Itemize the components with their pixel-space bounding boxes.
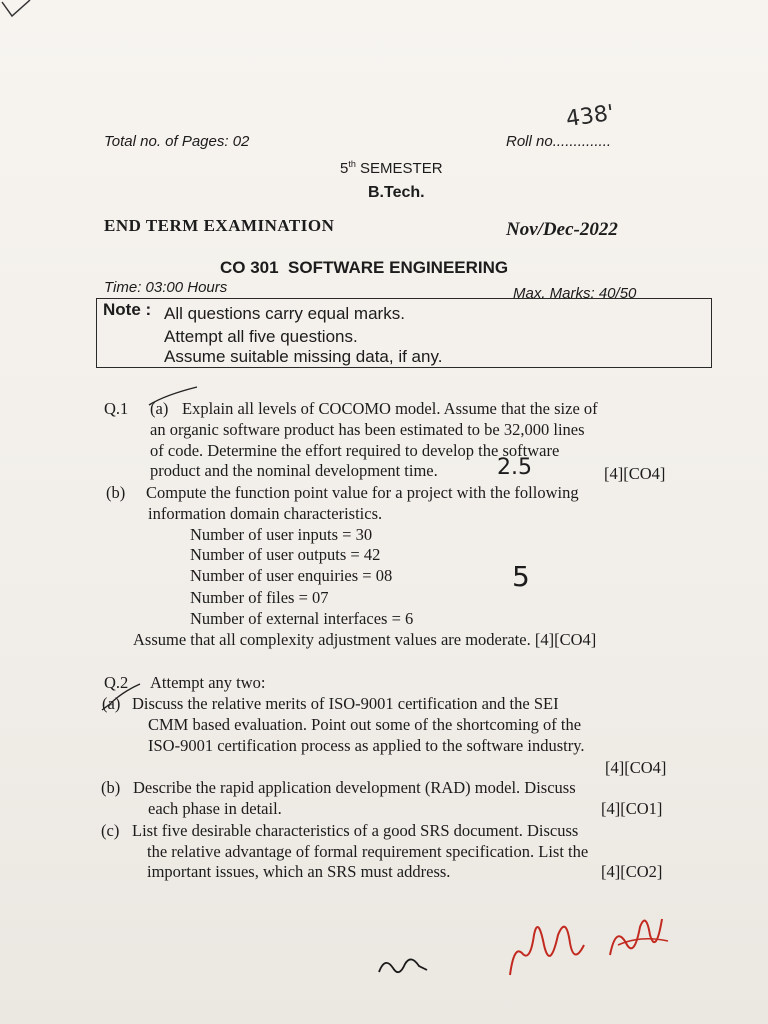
question-text-line: the relative advantage of formal requirement specification. List the — [147, 842, 589, 861]
marks-co: [4][CO1] — [601, 799, 663, 818]
exam-session: Nov/Dec-2022 — [506, 219, 618, 240]
question-text-line: an organic software product has been estimated to be 32,000 lines — [150, 420, 585, 439]
exam-title: END TERM EXAMINATION — [104, 216, 335, 235]
course-title: CO 301 SOFTWARE ENGINEERING — [220, 258, 509, 277]
degree: B.Tech. — [368, 184, 425, 201]
part-label: (b) — [101, 778, 121, 797]
red-signature — [500, 905, 680, 995]
question-text-line: ISO-9001 certification process as applied to the software industry. — [148, 736, 585, 755]
note-line: All questions carry equal marks. — [164, 304, 405, 323]
data-item: Number of files = 07 — [190, 588, 329, 607]
data-item: Number of external interfaces = 6 — [190, 609, 414, 628]
note-line: Attempt all five questions. — [164, 327, 358, 346]
question-text-line: CMM based evaluation. Point out some of the shortcoming of the — [148, 715, 582, 734]
part-label: (a) — [102, 694, 121, 713]
roll-number-label: Roll no.............. — [506, 133, 612, 150]
question-text-line: Discuss the relative merits of ISO-9001 certification and the SEI — [132, 694, 559, 713]
marks-co: [4][CO2] — [601, 862, 663, 881]
marks-co: [4][CO4] — [604, 464, 666, 483]
question-text-line: Compute the function point value for a project with the following — [146, 483, 579, 502]
handwritten-score: 2.5 — [497, 455, 532, 480]
exam-time: Time: 03:00 Hours — [104, 279, 228, 296]
question-text-line: of code. Determine the effort required to develop the software — [150, 441, 560, 460]
max-marks: Max. Marks: 40/50 — [513, 285, 637, 302]
data-item: Number of user outputs = 42 — [190, 545, 381, 564]
marks-co: [4][CO4] — [605, 758, 667, 777]
question-text-line: product and the nominal development time. — [150, 461, 438, 480]
question-number: Q.1 — [104, 399, 129, 418]
question-text-line: important issues, which an SRS must address. — [147, 862, 451, 881]
note-line: Assume suitable missing data, if any. — [164, 347, 443, 366]
total-pages: Total no. of Pages: 02 — [104, 133, 250, 150]
question-text-line: each phase in detail. — [148, 799, 282, 818]
note-label: Note : — [103, 300, 152, 319]
corner-tick-mark — [0, 0, 40, 30]
data-item: Number of user inputs = 30 — [190, 525, 373, 544]
part-label: (b) — [106, 483, 126, 502]
signature-mark — [375, 950, 435, 980]
question-text-line: information domain characteristics. — [148, 504, 383, 523]
roll-number-handwritten: 438' — [564, 100, 616, 133]
part-label: (a) — [150, 399, 169, 418]
question-text-line: Describe the rapid application development (RAD) model. Discuss — [133, 778, 576, 797]
part-label: (c) — [101, 821, 120, 840]
question-text-line: Explain all levels of COCOMO model. Assume that the size of — [182, 399, 598, 418]
question-number: Q.2 — [104, 673, 129, 692]
question-text-line: Attempt any two: — [150, 673, 266, 692]
tick-mark — [145, 385, 205, 415]
question-text-line: List five desirable characteristics of a good SRS document. Discuss — [132, 821, 579, 840]
data-item: Number of user enquiries = 08 — [190, 566, 393, 585]
question-text-line: Assume that all complexity adjustment values are moderate. [4][CO4] — [133, 630, 597, 649]
semester: 5th SEMESTER — [340, 159, 443, 177]
tick-mark — [100, 680, 150, 720]
handwritten-score: 5 — [512, 560, 530, 593]
